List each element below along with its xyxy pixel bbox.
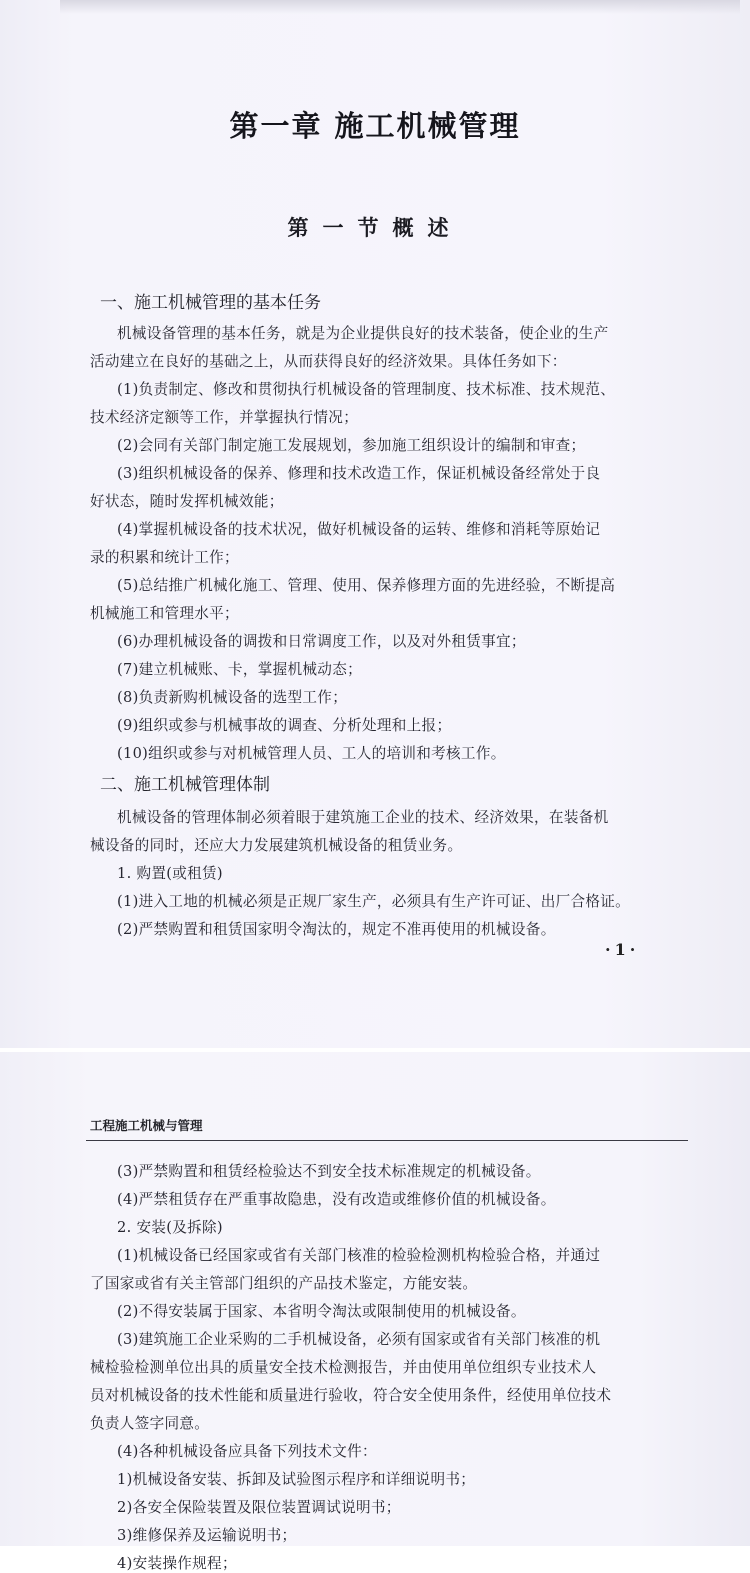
text-line: 4)安装操作规程； [117, 1555, 237, 1572]
text-line: (2)不得安装属于国家、本省明令淘汰或限制使用的机械设备。 [117, 1303, 526, 1320]
task-line: (7)建立机械账、卡，掌握机械动态； [117, 661, 362, 678]
task-line: (9)组织或参与机械事故的调查、分析处理和上报； [117, 717, 452, 734]
task-line: (5)总结推广机械化施工、管理、使用、保养修理方面的先进经验，不断提高 [117, 577, 616, 594]
subheading-purchase: 1. 购置(或租赁) [117, 865, 223, 882]
subheading-install: 2. 安装(及拆除) [117, 1219, 223, 1236]
task-line: (10)组织或参与对机械管理人员、工人的培训和考核工作。 [117, 745, 506, 762]
header-rule [86, 1140, 688, 1141]
paragraph-line: 机械设备管理的基本任务，就是为企业提供良好的技术装备，使企业的生产 [117, 325, 609, 342]
task-line: 好状态，随时发挥机械效能； [90, 493, 284, 510]
task-line: (2)会同有关部门制定施工发展规划，参加施工组织设计的编制和审查； [117, 437, 586, 454]
paragraph-line: 械设备的同时，还应大力发展建筑机械设备的租赁业务。 [90, 837, 463, 854]
text-line: (4)严禁租赁存在严重事故隐患，没有改造或维修价值的机械设备。 [117, 1191, 556, 1208]
purchase-item: (1)进入工地的机械必须是正规厂家生产，必须具有生产许可证、出厂合格证。 [117, 893, 631, 910]
heading-management-system: 二、施工机械管理体制 [100, 775, 270, 795]
text-line: 3)维修保养及运输说明书； [117, 1527, 297, 1544]
text-line: (3)严禁购置和租赁经检验达不到安全技术标准规定的机械设备。 [117, 1163, 541, 1180]
section-title: 第一节概述 [287, 216, 463, 240]
task-line: 录的积累和统计工作； [90, 549, 239, 566]
text-line: (1)机械设备已经国家或省有关部门核准的检验检测机构检验合格，并通过 [117, 1247, 601, 1264]
text-line: 械检验检测单位出具的质量安全技术检测报告，并由使用单位组织专业技术人 [90, 1359, 597, 1376]
page-two [0, 1052, 750, 1572]
text-line: 1)机械设备安装、拆卸及试验图示程序和详细说明书； [117, 1471, 476, 1488]
text-line: 负责人签字同意。 [90, 1415, 210, 1432]
text-line: 员对机械设备的技术性能和质量进行验收，符合安全使用条件，经使用单位技术 [90, 1387, 612, 1404]
text-line: (4)各种机械设备应具备下列技术文件： [117, 1443, 377, 1460]
task-line: (1)负责制定、修改和贯彻执行机械设备的管理制度、技术标准、技术规范、 [117, 381, 616, 398]
chapter-title: 第一章 施工机械管理 [229, 109, 521, 143]
purchase-item: (2)严禁购置和租赁国家明令淘汰的，规定不准再使用的机械设备。 [117, 921, 556, 938]
task-line: 技术经济定额等工作，并掌握执行情况； [90, 409, 359, 426]
task-line: (3)组织机械设备的保养、修理和技术改造工作，保证机械设备经常处于良 [117, 465, 601, 482]
task-line: (4)掌握机械设备的技术状况，做好机械设备的运转、维修和消耗等原始记 [117, 521, 601, 538]
heading-basic-tasks: 一、施工机械管理的基本任务 [100, 293, 321, 313]
running-head: 工程施工机械与管理 [90, 1118, 203, 1133]
page-number: ·1· [605, 940, 640, 959]
task-line: (6)办理机械设备的调拨和日常调度工作，以及对外租赁事宜； [117, 633, 526, 650]
paragraph-line: 机械设备的管理体制必须着眼于建筑施工企业的技术、经济效果，在装备机 [117, 809, 609, 826]
text-line: 了国家或省有关主管部门组织的产品技术鉴定，方能安装。 [90, 1275, 478, 1292]
text-line: (3)建筑施工企业采购的二手机械设备，必须有国家或省有关部门核准的机 [117, 1331, 601, 1348]
task-line: (8)负责新购机械设备的选型工作； [117, 689, 348, 706]
text-line: 2)各安全保险装置及限位装置调试说明书； [117, 1499, 401, 1516]
paragraph-line: 活动建立在良好的基础之上，从而获得良好的经济效果。具体任务如下： [90, 353, 567, 370]
task-line: 机械施工和管理水平； [90, 605, 239, 622]
scan-shadow [60, 0, 740, 14]
